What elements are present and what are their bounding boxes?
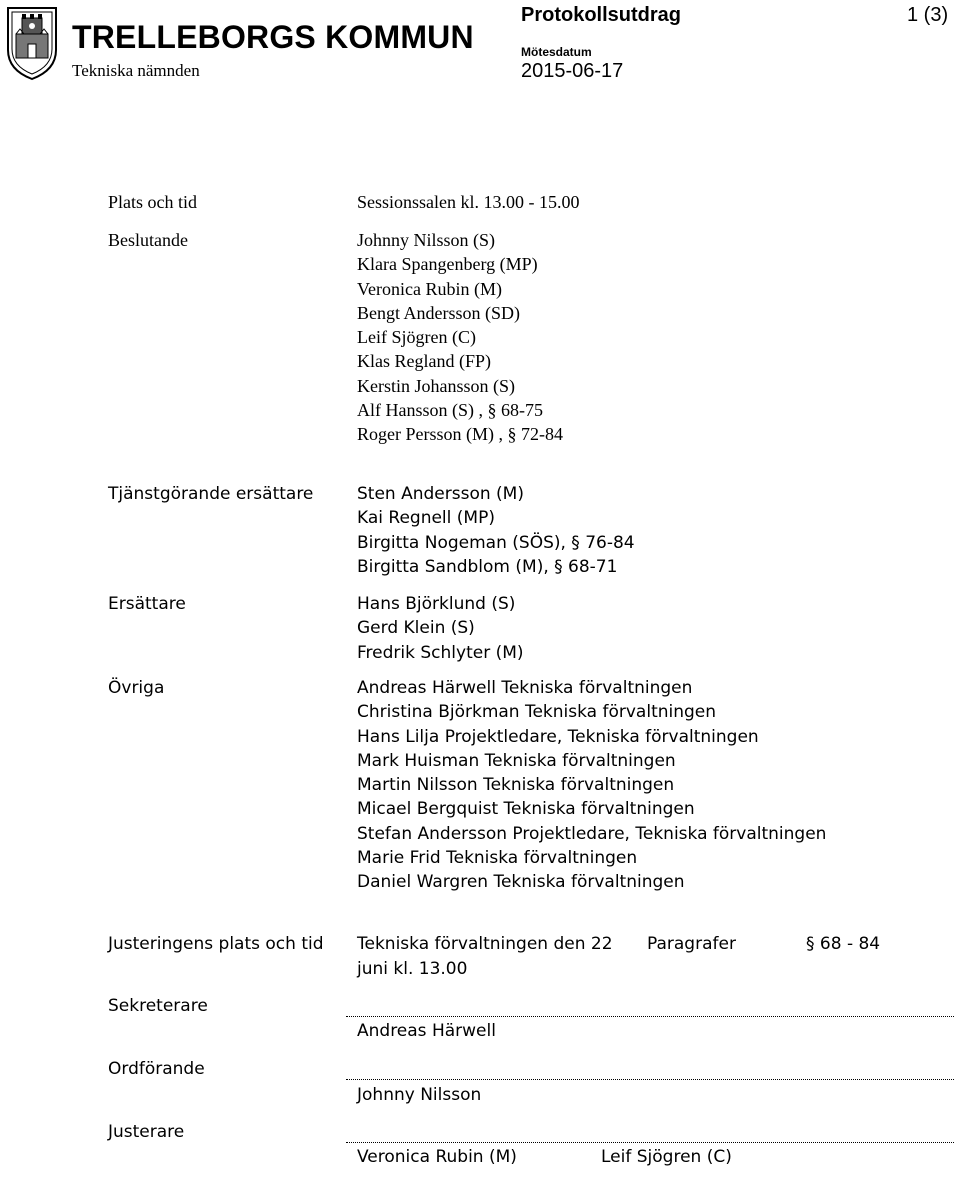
adjuster-name-2: Leif Sjögren (C) (601, 1147, 732, 1167)
list-item: Leif Sjögren (C) (357, 327, 476, 348)
list-item: Klas Regland (FP) (357, 351, 491, 372)
department-name: Tekniska nämnden (72, 61, 200, 80)
signature-line (346, 1142, 954, 1143)
list-item: Stefan Andersson Projektledare, Tekniska förvaltningen (357, 823, 827, 844)
substitutes-list (357, 592, 524, 665)
list-item: Bengt Andersson (SD) (357, 302, 520, 323)
meeting-date-label: Mötesdatum (521, 45, 592, 59)
list-item: Fredrik Schlyter (M) (357, 642, 524, 663)
meeting-date-value: 2015-06-17 (521, 60, 624, 82)
secretary-name: Andreas Härwell (357, 1021, 496, 1041)
list-item: Andreas Härwell Tekniska förvaltningen (357, 678, 693, 698)
list-item: Johnny Nilsson (S) (357, 230, 496, 250)
adjustment-label: Justeringens plats och tid (108, 934, 324, 954)
list-item: Kai Regnell (MP) (357, 508, 495, 529)
chair-name: Johnny Nilsson (357, 1085, 482, 1105)
list-item: Marie Frid Tekniska förvaltningen (357, 848, 638, 869)
document-type: Protokollsutdrag (521, 4, 682, 26)
list-item: Micael Bergquist Tekniska förvaltningen (357, 799, 695, 820)
list-item: Hans Lilja Projektledare, Tekniska förvaltningen (357, 726, 759, 747)
decision-makers-label: Beslutande (108, 230, 188, 250)
list-item: Klara Spangenberg (MP) (357, 254, 538, 275)
list-item: Birgitta Nogeman (SÖS), § 76-84 (357, 532, 635, 553)
list-item: Daniel Wargren Tekniska förvaltningen (357, 872, 685, 893)
list-item: Christina Björkman Tekniska förvaltningen (357, 702, 717, 723)
substitutes-label: Ersättare (108, 594, 186, 614)
list-item: Kerstin Johansson (S) (357, 375, 515, 396)
list-item: Birgitta Sandblom (M), § 68-71 (357, 556, 618, 577)
others-list (357, 676, 826, 895)
signature-line (346, 1016, 954, 1017)
adjustment-value-line2: juni kl. 13.00 (357, 959, 468, 979)
list-item: Mark Huisman Tekniska förvaltningen (357, 750, 676, 771)
paragraphs-label: Paragrafer (647, 934, 736, 954)
paragraphs-value: § 68 - 84 (806, 934, 881, 954)
list-item: Martin Nilsson Tekniska förvaltningen (357, 775, 675, 796)
list-item: Roger Persson (M) , § 72-84 (357, 424, 563, 445)
serving-substitutes-label: Tjänstgörande ersättare (108, 484, 314, 504)
list-item: Sten Andersson (M) (357, 484, 524, 504)
secretary-label: Sekreterare (108, 996, 208, 1016)
list-item: Alf Hansson (S) , § 68-75 (357, 400, 543, 421)
signature-line (346, 1079, 954, 1080)
list-item: Hans Björklund (S) (357, 594, 516, 614)
adjustment-value-line1: Tekniska förvaltningen den 22 (357, 934, 613, 954)
list-item: Gerd Klein (S) (357, 618, 475, 639)
page-number: 1 (3) (907, 4, 949, 26)
list-item: Veronica Rubin (M) (357, 278, 502, 299)
serving-substitutes-list (357, 482, 635, 579)
adjuster-label: Justerare (108, 1122, 185, 1142)
place-time-value: Sessionssalen kl. 13.00 - 15.00 (357, 192, 580, 212)
decision-makers-list (357, 228, 563, 447)
municipal-crest-icon (4, 4, 60, 82)
organization-name: TRELLEBORGS KOMMUN (72, 19, 474, 55)
others-label: Övriga (108, 678, 165, 698)
chair-label: Ordförande (108, 1059, 205, 1079)
place-time-label: Plats och tid (108, 192, 197, 212)
adjuster-name-1: Veronica Rubin (M) (357, 1147, 517, 1167)
